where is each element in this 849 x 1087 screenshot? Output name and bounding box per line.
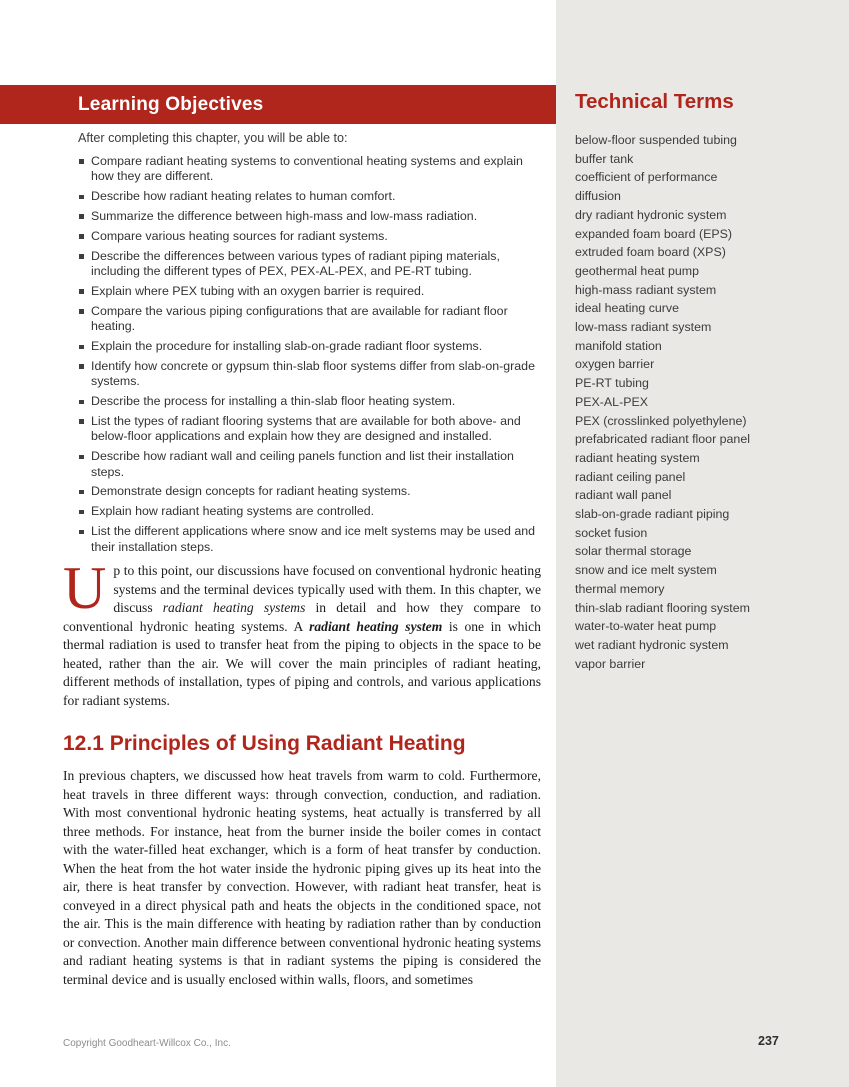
technical-term-item: radiant ceiling panel	[575, 469, 686, 484]
technical-term-item: radiant wall panel	[575, 488, 672, 503]
objective-item: List the different applications where snow and ice melt systems may be used and their installation steps.	[78, 524, 542, 555]
technical-term-item: oxygen barrier	[575, 357, 655, 372]
page-number: 237	[758, 1034, 779, 1048]
technical-term-item: coefficient of performance	[575, 170, 718, 185]
objective-item: Compare various heating sources for radiant systems.	[78, 229, 542, 244]
technical-term-item: manifold station	[575, 338, 662, 353]
technical-term-item: vapor barrier	[575, 656, 646, 671]
learning-objectives-title: Learning Objectives	[78, 93, 264, 115]
bold-italic-term: radiant heating system	[309, 618, 443, 634]
technical-term-item: solar thermal storage	[575, 544, 692, 559]
objective-item: Describe the differences between various types of radiant piping materials, including the different types of PEX, PEX-AL-PEX, and PE-RT tubing.	[78, 249, 542, 280]
technical-term-item: high-mass radiant system	[575, 282, 717, 297]
objective-item: Demonstrate design concepts for radiant heating systems.	[78, 484, 542, 499]
technical-term-item: geothermal heat pump	[575, 263, 699, 278]
technical-term-item: ideal heating curve	[575, 301, 680, 316]
intro-text-3: is one in which thermal radiation is used to transfer heat from the piping to objects in the space to be heated, rather than the air. We will cover the main principles of radiant heating, different methods of installation, types of piping and controls, and various applications for radiant systems.	[63, 618, 541, 708]
intro-paragraph	[63, 555, 541, 710]
intro-text-2: in detail and how they compare to conventional hydronic heating systems. A	[63, 600, 541, 634]
technical-terms-title: Technical Terms	[575, 90, 734, 113]
technical-term-item: wet radiant hydronic system	[575, 637, 729, 652]
intro-text-1: p to this point, our discussions have focused on conventional hydronic heating systems and the terminal devices typically used with them. In this chapter, we discuss	[113, 563, 541, 615]
objective-item: Explain where PEX tubing with an oxygen barrier is required.	[78, 284, 542, 299]
technical-term-item: socket fusion	[575, 525, 648, 540]
objective-item: Describe the process for installing a thin-slab floor heating system.	[78, 394, 542, 409]
technical-term-item: expanded foam board (EPS)	[575, 226, 733, 241]
technical-term-item: buffer tank	[575, 151, 634, 166]
technical-term-item: prefabricated radiant floor panel	[575, 432, 750, 447]
objective-item: Compare radiant heating systems to conventional heating systems and explain how they are different.	[78, 154, 542, 185]
section-heading: 12.1 Principles of Using Radiant Heating	[63, 732, 466, 755]
objective-item: Summarize the difference between high-mass and low-mass radiation.	[78, 209, 542, 224]
technical-term-item: thermal memory	[575, 581, 665, 596]
objectives-intro: After completing this chapter, you will be able to:	[78, 131, 348, 145]
objective-item: Identify how concrete or gypsum thin-slab floor systems differ from slab-on-grade systems.	[78, 359, 542, 390]
objective-item: Explain how radiant heating systems are controlled.	[78, 504, 542, 519]
objective-item: Compare the various piping configurations that are available for radiant floor heating.	[78, 304, 542, 335]
objective-item: List the types of radiant flooring systems that are available for both above- and below-floor applications and explain how they are designed and installed.	[78, 414, 542, 445]
technical-term-item: slab-on-grade radiant piping	[575, 507, 730, 522]
technical-term-item: PEX (crosslinked polyethylene)	[575, 413, 747, 428]
chapter-body	[63, 555, 541, 989]
objective-item: Describe how radiant heating relates to human comfort.	[78, 189, 542, 204]
technical-term-item: diffusion	[575, 189, 621, 204]
footer-copyright: Copyright Goodheart-Willcox Co., Inc.	[63, 1038, 231, 1049]
technical-term-item: extruded foam board (XPS)	[575, 245, 726, 260]
technical-term-item: dry radiant hydronic system	[575, 207, 727, 222]
objective-item: Describe how radiant wall and ceiling panels function and list their installation steps.	[78, 449, 542, 480]
objective-item: Explain the procedure for installing slab-on-grade radiant floor systems.	[78, 339, 542, 354]
technical-term-item: thin-slab radiant flooring system	[575, 600, 750, 615]
technical-term-item: low-mass radiant system	[575, 320, 712, 335]
technical-term-item: snow and ice melt system	[575, 563, 717, 578]
technical-term-item: PEX-AL-PEX	[575, 394, 648, 409]
technical-term-item: below-floor suspended tubing	[575, 133, 737, 147]
dropcap-letter: U	[63, 555, 107, 621]
learning-objectives-section	[78, 131, 542, 559]
section-paragraph: In previous chapters, we discussed how heat travels from warm to cold. Furthermore, heat travels in three different ways: through convection, conduction, and radiation. With most conventional hydronic heating systems, heat actually is transferred by all three methods. For instance, heat from the burner inside the boiler comes in contact with the water-filled heat exchanger, which is a form of heat transfer by conduction. When the heat from the hot water inside the hydronic piping gives up its heat into the air, there is heat transfer by convection. However, with radiant heat transfer, heat is conveyed in a direct physical path and heats the objects in the conditioned space, not the air. This is the main difference with heating by radiation rather than by conduction or convection. Another main difference between conventional hydronic heating systems and radiant heating systems is that in radiant systems the piping is considered the terminal device and is usually enclosed within walls, floors, and sometimes	[63, 768, 541, 987]
technical-terms-list	[575, 131, 831, 673]
technical-terms-sidebar	[556, 0, 849, 1087]
objectives-list	[78, 154, 542, 555]
learning-objectives-banner	[0, 85, 556, 124]
technical-term-item: PE-RT tubing	[575, 376, 649, 391]
technical-term-item: radiant heating system	[575, 450, 700, 465]
italic-term: radiant heating systems	[162, 600, 306, 615]
technical-term-item: water-to-water heat pump	[575, 619, 717, 634]
